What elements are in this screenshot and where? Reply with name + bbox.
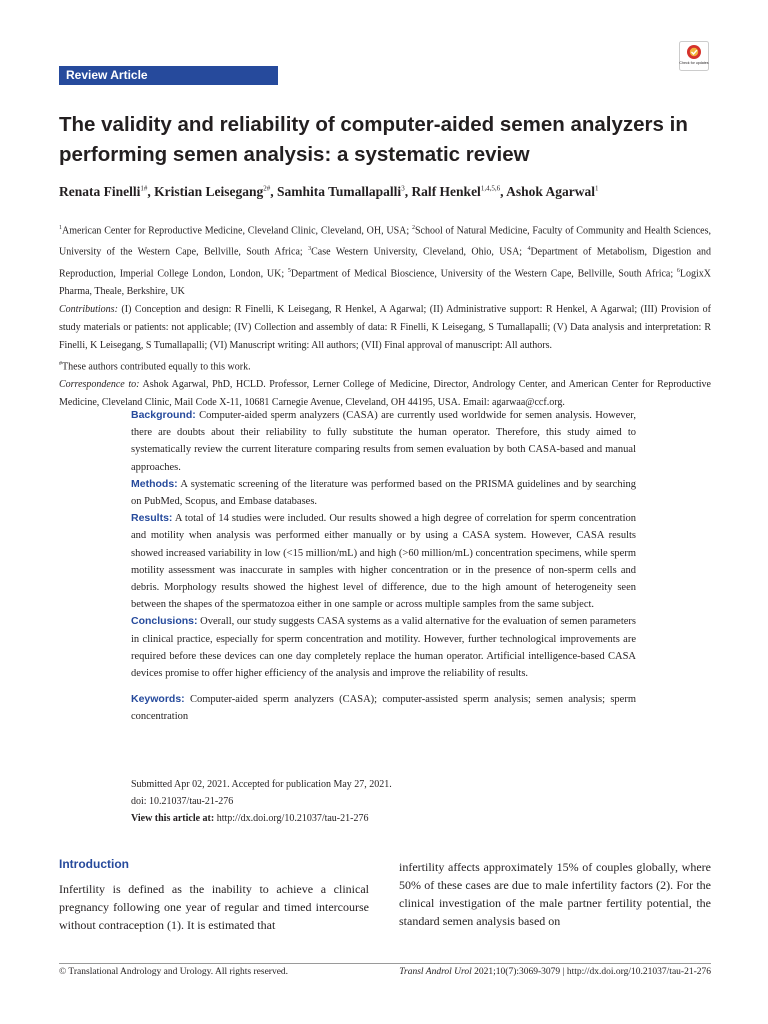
affiliation-text: Department of Medical Bioscience, University of the Western Cape, Bellville, South Africa;: [290, 267, 674, 279]
footer-citation: [399, 967, 711, 977]
author-name: Ralf Henkel: [411, 184, 481, 199]
article-title: The validity and reliability of computer-aided semen analyzers in performing semen analysis: a systematic review: [59, 113, 688, 166]
author-name: Kristian Leisegang: [154, 184, 264, 199]
submission-dates: Submitted Apr 02, 2021. Accepted for publication May 27, 2021.: [131, 779, 392, 790]
body-column-left: Infertility is defined as the inability to achieve a clinical pregnancy following one year of regular and timed intercourse without contraception (1). It is estimated that: [59, 882, 369, 932]
footer-copyright: © Translational Andrology and Urology. All rights reserved.: [59, 967, 289, 977]
affiliation-marker: 6: [676, 267, 680, 274]
author-affiliation-marker: 2#: [263, 184, 271, 193]
author-affiliation-marker: 3: [401, 184, 405, 193]
article-link[interactable]: http://dx.doi.org/10.21037/tau-21-276: [216, 813, 369, 824]
correspondence-text: Ashok Agarwal, PhD, HCLD. Professor, Lerner College of Medicine, Director, Andrology Center, and American Center for Reproductive Medicine, Cleveland Clinic, Mail Code X-11, 10681 Carnegie Avenue, Cleveland, OH 44195, USA. Email: agarwaa@ccf.org.: [59, 379, 711, 409]
affiliation-marker: 1: [59, 225, 62, 231]
correspondence-label: Correspondence to:: [59, 379, 140, 391]
author-name: Ashok Agarwal: [506, 184, 595, 199]
view-article: View this article at: http://dx.doi.org/10.21037/tau-21-276: [131, 813, 369, 824]
affiliation-marker: 5: [287, 267, 291, 274]
equal-contribution-note: #These authors contributed equally to this work.: [59, 360, 251, 373]
affiliation-marker: 3: [308, 246, 312, 253]
author-name: Renata Finelli: [59, 184, 141, 199]
abstract-methods: Methods: A systematic screening of the literature was performed based on the PRISMA guidelines and by searching on PubMed, Scopus, and Embase databases.: [131, 477, 636, 508]
abstract-results: Results: A total of 14 studies were included. Our results showed a high degree of correlation for sperm concentration and motility when analysis was performed either manually or by using a CASA system. However, CASA results showed increased variability in low (<15 million/mL) and high (>60 million/mL) concentration specimens, while sperm motility assessment was inaccurate in samples with higher concentration or in the presence of non-sperm cells and debris. Morphology results showed the highest level of difference, due to the high amount of heterogeneity seen between the shapes of the spermatozoa either in one sample or across multiple samples from the same subject.: [131, 512, 637, 611]
author-list: Renata Finelli$^{1\#}$, Kristian Leisegang$^{2\#}$, Samhita Tumallapalli$^3$, Ralf Henkel$^{1,4,5,6}$, Ashok Agarwal$^1$: [59, 184, 599, 199]
author-affiliation-marker: 1#: [140, 184, 148, 193]
article-metadata: [59, 219, 711, 412]
affiliation-marker: 2: [411, 225, 415, 231]
abstract-conclusions: Conclusions: Overall, our study suggests CASA systems as a valid alternative for the evaluation of semen parameters in clinical practice, especially for sperm concentration and motility. However, further technological improvements are required before these devices can one day completely replace the human operator. Artificial intelligence-based CASA devices promise to offer higher efficiency of the analysis and improve the reliability of results.: [131, 615, 636, 680]
affiliations: [59, 219, 711, 301]
citation-text: 2021;10(7):3069-3079 | http://dx.doi.org/10.21037/tau-21-276: [474, 967, 711, 977]
affiliation-text: School of Natural Medicine, Faculty of Community and Health Sciences, University of the Western Cape, Bellville, South Africa;: [59, 225, 711, 258]
author-affiliation-marker: 1: [594, 184, 599, 193]
abstract: [131, 407, 636, 726]
article-type-banner: Review Article: [59, 66, 278, 85]
contributions: [59, 301, 711, 355]
check-for-updates-badge[interactable]: [679, 41, 709, 71]
check-for-updates-icon: [679, 41, 709, 71]
affiliation-marker: 4: [527, 246, 531, 253]
doi: doi: 10.21037/tau-21-276: [131, 796, 234, 807]
affiliation-text: LogixX Pharma, Theale, Berkshire, UK: [59, 267, 712, 297]
body-column-right: infertility affects approximately 15% of couples globally, where 50% of these cases are due to male infertility factors (2). For the clinical investigation of the male partner fertility potential, the standard semen analysis based on: [399, 860, 711, 928]
contributions-label: Contributions:: [59, 303, 118, 315]
journal-name: Transl Androl Urol: [399, 967, 472, 977]
abstract-background: Background: Computer-aided sperm analyzers (CASA) are currently used worldwide for semen analysis. However, there are doubts about their reliability to fully substitute the human operator. Therefore, this study aimed to systematically review the current literature comparing results from semen evaluation by both CASA-based and manual approaches.: [131, 409, 636, 473]
abstract-keywords: Keywords: Computer-aided sperm analyzers (CASA); computer-assisted sperm analysis; semen analysis; sperm concentration: [131, 693, 637, 723]
affiliation-text: Department of Metabolism, Digestion and Reproduction, Imperial College London, London, UK;: [59, 246, 712, 279]
submission-info: [131, 776, 636, 827]
author-name: Samhita Tumallapalli: [277, 184, 402, 199]
footer-divider: [59, 963, 711, 964]
badge-label: Check for updates: [679, 61, 709, 65]
introduction-heading: Introduction: [59, 857, 129, 871]
author-affiliation-marker: 1,4,5,6: [480, 184, 501, 193]
affiliation-text: American Center for Reproductive Medicine, Cleveland Clinic, Cleveland, OH, USA;: [62, 225, 410, 237]
affiliation-text: Case Western University, Cleveland, Ohio, USA;: [311, 246, 523, 258]
contributions-text: (I) Conception and design: R Finelli, K Leisegang, R Henkel, A Agarwal; (II) Administrative support: R Henkel, A Agarwal; (III) Provision of study materials or patients: not applicable; (IV) Collection and assembly of data: R Finelli, K Leisegang, S Tumallapalli; (V) Data analysis and interpretation: R Finelli, K Leisegang, S Tumallapalli; (VI) Manuscript writing: All authors; (VII) Final approval of manuscript: All authors.: [59, 303, 712, 351]
